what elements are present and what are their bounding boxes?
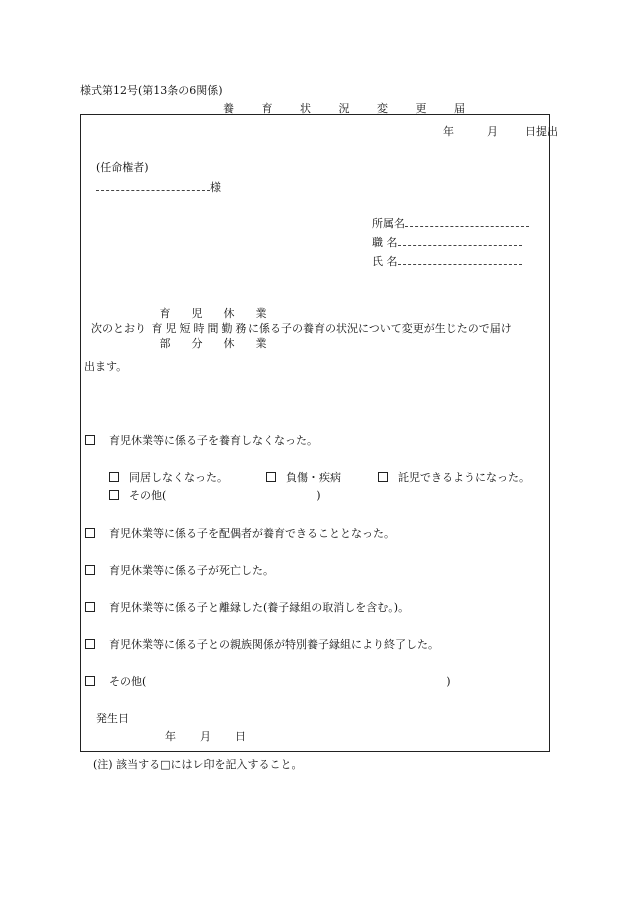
form-title: 養 育 状 況 変 更 届 [223,102,477,115]
sub-item-a[interactable]: 同居しなくなった。 [109,469,228,485]
sama-label: 様 [210,181,221,194]
leave-type-bottom: 部 分 休 業 [159,337,267,350]
item-5[interactable]: 育児休業等に係る子との親族関係が特別養子縁組により終了した。 [85,636,439,652]
occurrence-date[interactable]: 年 月 日 [165,730,246,743]
leave-type-middle: 次のとおり 育 児 短 時 間 勤 務 に係る子の養育の状況について変更が生じたので届け [91,322,512,335]
item-6[interactable]: その他( ) [85,673,451,689]
position-label: 職 名 [372,236,398,249]
affiliation-field[interactable] [372,215,529,231]
item-3-checkbox[interactable] [85,565,95,575]
sub-item-b[interactable]: 負傷・疾病 [266,469,341,485]
item-3[interactable]: 育児休業等に係る子が死亡した。 [85,562,274,578]
continuation-text: 出ます。 [84,360,128,373]
appointer-label: (任命権者) [96,161,149,174]
leave-type-top: 育 児 休 業 [159,307,267,320]
sub-item-other[interactable]: その他( ) [109,487,321,503]
submission-date [443,123,558,139]
item-2-checkbox[interactable] [85,528,95,538]
occurrence-label: 発生日 [96,712,129,725]
sub-c-checkbox[interactable] [378,472,388,482]
name-label: 氏 名 [372,255,398,268]
name-field[interactable] [372,253,522,269]
sub-item-c[interactable]: 託児できるようになった。 [378,469,530,485]
item-4-checkbox[interactable] [85,602,95,612]
sub-a-checkbox[interactable] [109,472,119,482]
sub-other-checkbox[interactable] [109,490,119,500]
item-1-checkbox[interactable] [85,435,95,445]
form-number: 様式第12号(第13条の6関係) [80,84,223,97]
appointer-line[interactable] [96,179,221,195]
submission-month: 月 [487,125,498,138]
submission-year: 年 [443,125,454,138]
item-4[interactable]: 育児休業等に係る子と離縁した(養子縁組の取消しを含む。)。 [85,599,409,615]
affiliation-label: 所属名 [372,217,405,230]
item-5-checkbox[interactable] [85,639,95,649]
sub-b-checkbox[interactable] [266,472,276,482]
item-2[interactable]: 育児休業等に係る子を配偶者が養育できることとなった。 [85,525,395,541]
item-1[interactable]: 育児休業等に係る子を養育しなくなった。 [85,432,318,448]
submission-day: 日提出 [525,125,558,138]
item-6-checkbox[interactable] [85,676,95,686]
position-field[interactable] [372,234,522,250]
footnote: (注) 該当する□にはレ印を記入すること。 [93,758,303,771]
